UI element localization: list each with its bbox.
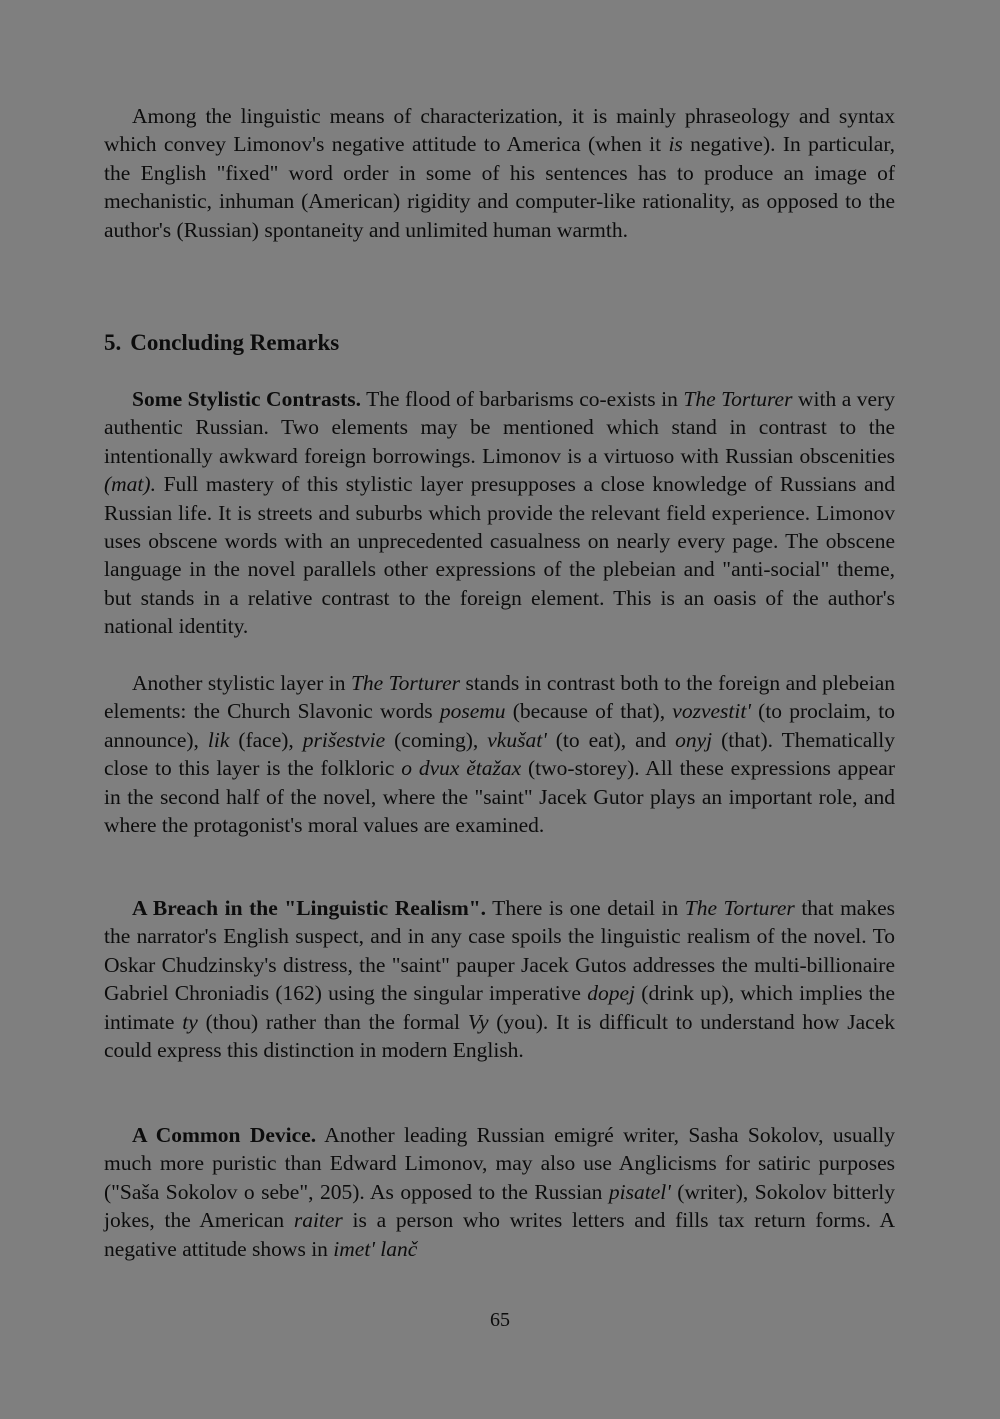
text-run: (that). Thematically close to this layer is the folkloric [104,727,896,781]
italic-term: posemu [439,699,506,724]
text-run: (writer), Sokolov bitterly jokes, the American [104,1179,895,1233]
italic-term: The Torturer [683,387,793,411]
italic-term: raiter [293,1208,343,1233]
italic-term: The Torturer [684,896,795,920]
italic-term: (mat). [104,472,156,497]
italic-term: vozvestit' [672,699,751,724]
text-run: (to proclaim, to announce), [104,699,895,752]
section-heading [104,327,339,359]
text-run: (to eat), and [546,727,676,752]
text-run: There is one detail in [486,896,685,920]
italic-term: Vy [467,1009,489,1034]
text-run: Another leading Russian emigré writer, Sasha Sokolov, usually much more puristic than Edward Limonov, may also use Anglicisms for satiric purposes ("Saša Sokolov o sebe", 205). As opposed to the Russian [104,1123,895,1204]
text-run: stands in contrast both to the foreign and plebeian elements: the Church Slavonic words [104,671,895,724]
italic-term: is [668,132,683,157]
italic-term: imet' lanč [333,1236,418,1261]
text-run: (drink up), which implies the intimate [104,981,895,1034]
italic-term: pisatel' [608,1179,671,1204]
text-run: (face), [229,727,303,752]
text-run: (you). It is difficult to understand how Jacek could express this distinction in modern English. [104,1009,895,1063]
italic-term: dopej [587,981,636,1006]
italic-term: onyj [675,727,713,752]
paragraph-linguistic-realism [104,894,895,1064]
italic-term: o dvux ětažax [401,756,522,781]
page-number: 65 [490,1309,510,1331]
run-in-heading: A Common Device. [132,1123,317,1147]
text-run: (because of that), [505,699,673,724]
text-run: Full mastery of this stylistic layer presupposes a close knowledge of Russians and Russian life. It is streets and suburbs which provide the relevant field experience. Limonov uses obscene words with an unprecedented casualness on nearly every page. The obscene language in the novel parallels other expressions of the plebeian and "anti-social" theme, but stands in a relative contrast to the foreign element. This is an oasis of the author's national identity. [104,472,895,639]
text-run: (thou) rather than the formal [197,1009,468,1034]
text-run: with a very authentic Russian. Two elements may be mentioned which stand in contrast to the intentionally awkward foreign borrowings. Limonov is a virtuoso with Russian obscenities [104,387,895,468]
section-title: Concluding Remarks [130,330,340,355]
text-run: negative). In particular, the English "fixed" word order in some of his sentences has to produce an image of mechanistic, inhuman (American) rigidity and computer-like rationality, as opposed to the author's (Russian) spontaneity and unlimited human warmth. [104,132,895,242]
italic-term: vkušat' [487,727,547,752]
text-run: Another stylistic layer in [132,671,351,695]
paragraph-common-device [104,1121,895,1263]
text-run: that makes the narrator's English suspect, and in any case spoils the linguistic realism of the novel. To Oskar Chudzinsky's distress, the "saint" pauper Jacek Gutos addresses the multi-billionaire Gabriel Chroniadis (162) using the singular imperative [104,896,895,1006]
italic-term: ty [182,1009,198,1034]
run-in-heading: Some Stylistic Contrasts. [132,387,361,411]
text-run: Among the linguistic means of characterization, it is mainly phraseology and syntax which convey Limonov's negative attitude to America (when it [104,104,895,157]
italic-term: The Torturer [350,671,460,695]
run-in-heading: A Breach in the "Linguistic Realism". [132,896,487,920]
paragraph-stylistic-contrasts [104,385,895,641]
italic-term: lik [207,727,230,752]
text-run: is a person who writes letters and fills tax return forms. A negative attitude shows in [104,1208,895,1261]
section-number: 5. [104,330,122,355]
paragraph-linguistic-means [104,102,895,244]
text-run: (coming), [385,727,488,752]
text-run: The flood of barbarisms co-exists in [361,387,684,411]
paragraph-another-layer [104,669,895,839]
text-run: (two-storey). All these expressions appear in the second half of the novel, where the "saint" Jacek Gutor plays an important role, and where the protagonist's moral values are examined. [104,756,896,838]
italic-term: prišestvie [302,727,386,752]
